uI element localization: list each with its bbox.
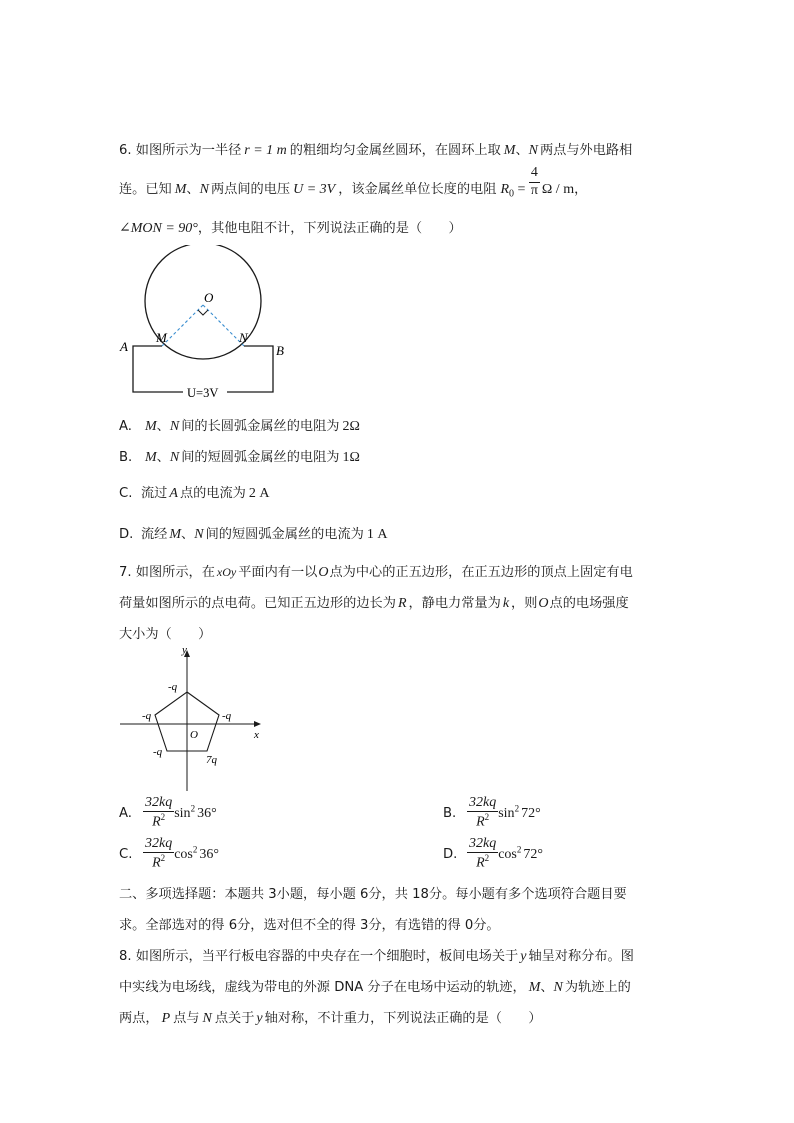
section2-line-1: 二、多项选择题：本题共 3小题，每小题 6分，共 18分。每小题有多个选项符合题目要 xyxy=(119,887,627,902)
radius-on xyxy=(203,305,244,346)
q6-line-2: 连。已知 M、N 两点间的电压 U = 3V ，该金属丝单位长度的电阻 $R_0$ = $\frac{4}{\pi}$ Ω / m， xyxy=(119,165,588,200)
label-n: N xyxy=(239,330,248,345)
radius-om xyxy=(162,305,203,346)
q7-line-1: 7. 如图所示，在 xOy 平面内有一以O点为中心的正五边形，在正五边形的顶点上固定有电 xyxy=(119,565,633,580)
charge-right: -q xyxy=(222,710,232,722)
q7-pentagon-figure xyxy=(118,645,268,795)
q6-option-a[interactable]: A. M、N 间的长圆弧金属丝的电阻为 2Ω xyxy=(119,419,360,434)
q7-option-d[interactable]: D. $\frac{32kq}{R^2}$ $\cos^2 72^\circ$ xyxy=(443,836,543,871)
angle-mon: ∠MON = 90° xyxy=(119,221,198,236)
label-voltage: U=3V xyxy=(187,386,219,400)
q6-line-1: 6. 如图所示为一半径 r = 1 m 的粗细均匀金属丝圆环，在圆环上取 M、N 两点与外电路相 xyxy=(119,143,633,158)
q6-line-3: ∠MON = 90°，其他电阻不计，下列说法正确的是（ ） xyxy=(119,221,462,236)
q7-option-a[interactable]: A. $\frac{32kq}{R^2}$ $\sin^2 36^\circ$ xyxy=(119,795,217,830)
q7-line-2: 荷量如图所示的点电荷。已知正五边形的边长为 R ，静电力常量为 k ，则O点的电场强度 xyxy=(119,596,629,611)
q6-option-c[interactable]: C. 流过 A 点的电流为 2 A xyxy=(119,486,270,501)
axis-label-y: y xyxy=(182,645,187,656)
q6-option-b[interactable]: B. M、N 间的短圆弧金属丝的电阻为 1Ω xyxy=(119,450,360,465)
label-o: O xyxy=(204,290,214,305)
label-a: A xyxy=(120,339,128,354)
label-b: B xyxy=(276,343,284,358)
q8-line-3: 两点， P 点与 N 点关于 y 轴对称，不计重力，下列说法正确的是（ ） xyxy=(119,1011,542,1026)
x-axis-arrow xyxy=(254,721,261,727)
charge-bottom-right: 7q xyxy=(206,754,217,766)
q7-option-c[interactable]: C. $\frac{32kq}{R^2}$ $\cos^2 36^\circ$ xyxy=(119,836,219,871)
right-angle-mark xyxy=(198,310,208,315)
q8-line-2: 中实线为电场线，虚线为带电的外源 DNA 分子在电场中运动的轨迹， M、N 为轨迹上的 xyxy=(119,980,631,995)
charge-top: -q xyxy=(168,681,178,693)
origin-label-o: O xyxy=(190,729,198,741)
q8-line-1: 8. 如图所示，当平行板电容器的中央存在一个细胞时，板间电场关于 y 轴呈对称分布。图 xyxy=(119,949,634,964)
charge-left: -q xyxy=(142,710,152,722)
voltage-value: U = 3V xyxy=(293,182,336,197)
section2-line-2: 求。全部选对的得 6分，选对但不全的得 3分，有选错的得 0分。 xyxy=(119,918,500,933)
q7-line-3: 大小为（ ） xyxy=(119,627,212,642)
resistance-fraction: $\frac{4}{\pi}$ xyxy=(530,165,538,198)
q6-option-d[interactable]: D. 流经 M、N 间的短圆弧金属丝的电流为 1 A xyxy=(119,527,388,542)
axis-label-x: x xyxy=(254,729,259,741)
q6-circuit-figure xyxy=(115,245,285,405)
radius-value: r = 1 m xyxy=(244,143,287,158)
label-m: M xyxy=(156,330,167,345)
q7-option-b[interactable]: B. $\frac{32kq}{R^2}$ $\sin^2 72^\circ$ xyxy=(443,795,541,830)
charge-bottom-left: -q xyxy=(153,746,163,758)
